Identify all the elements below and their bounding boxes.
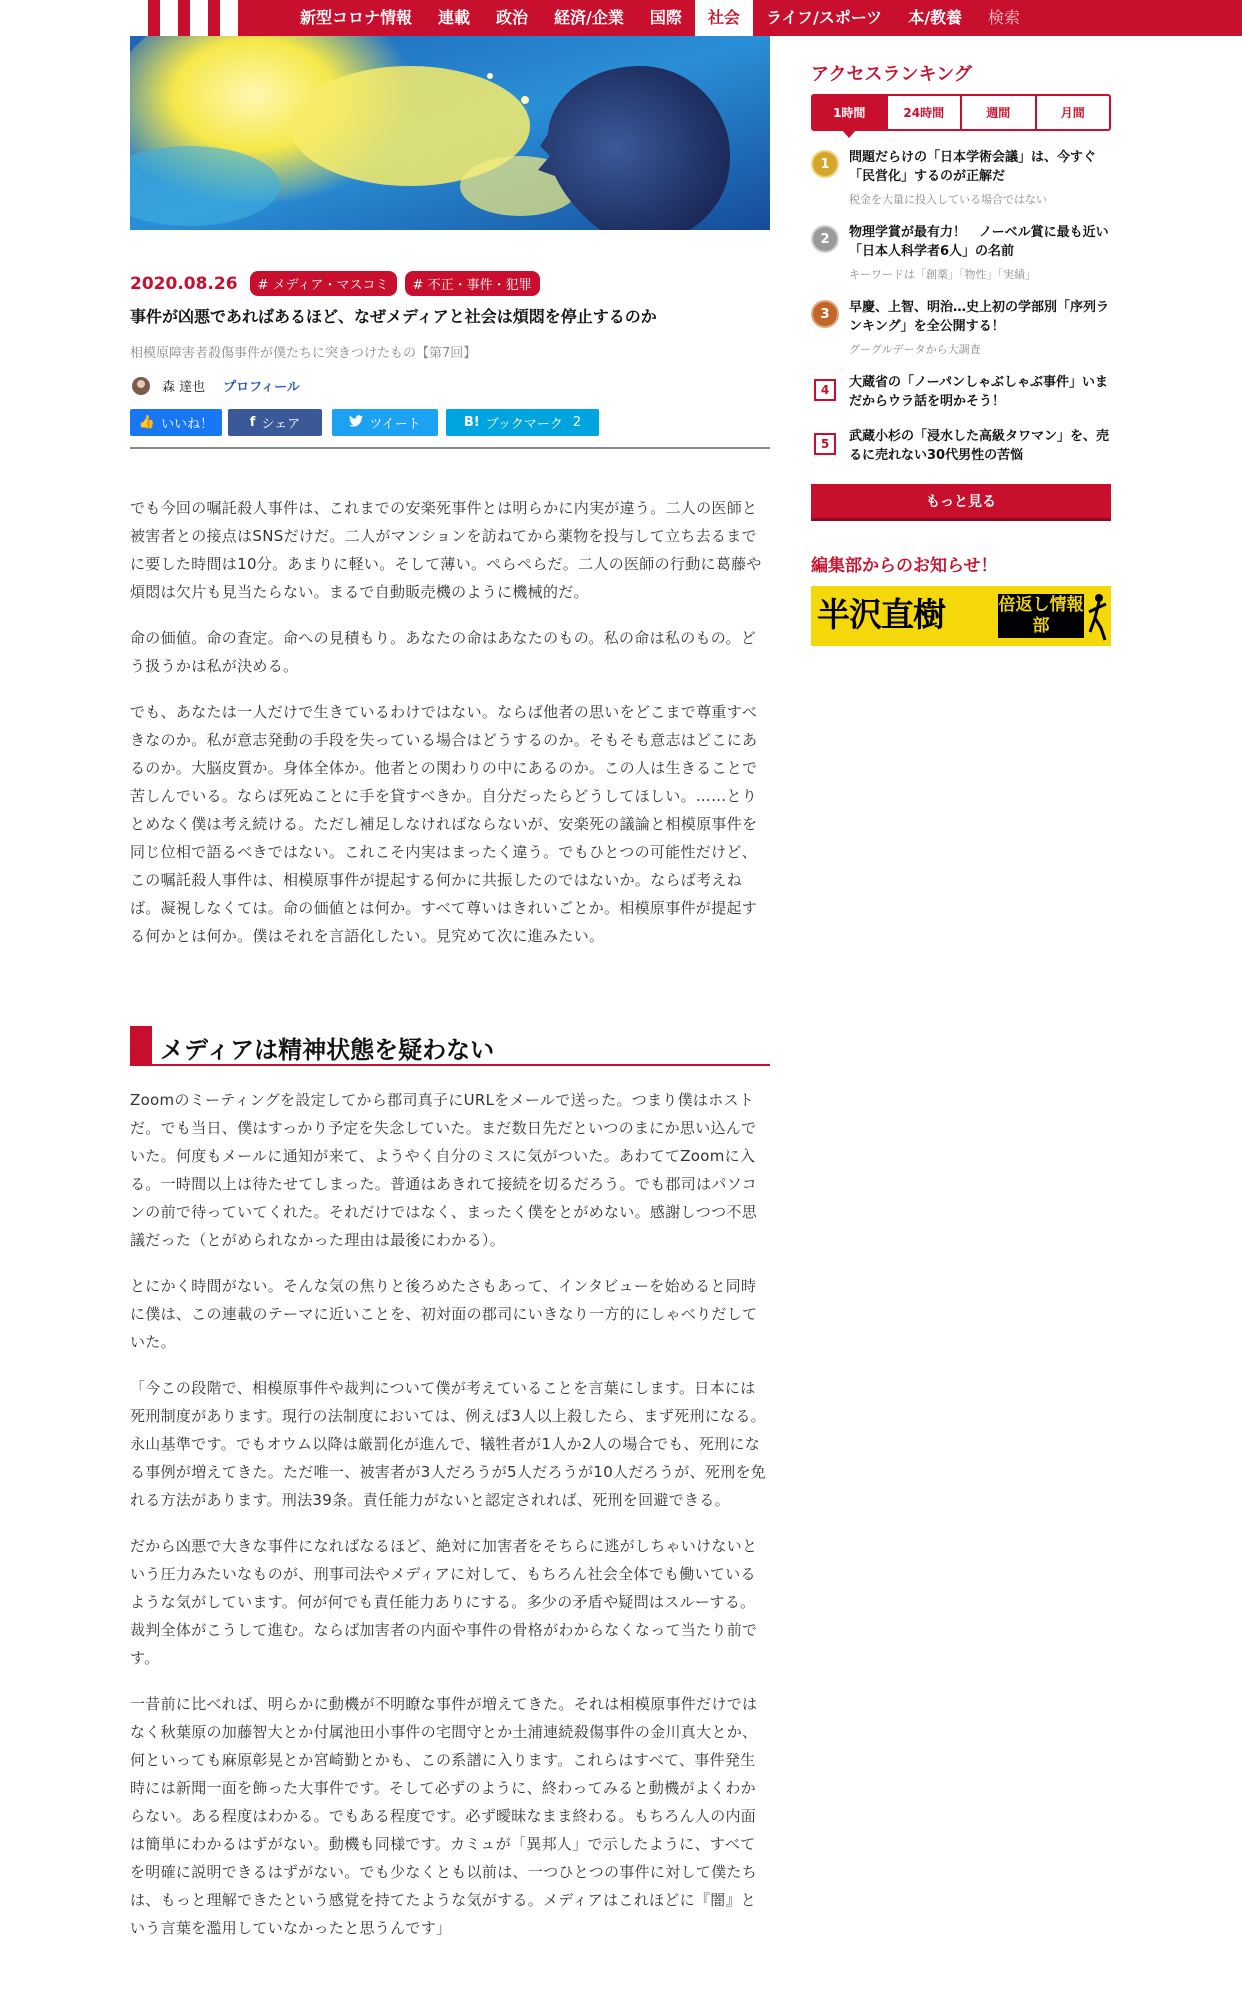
nav-item-international[interactable]: 国際 xyxy=(649,8,682,27)
nav-item-politics[interactable]: 政治 xyxy=(496,8,529,27)
article-body-1 xyxy=(130,494,770,950)
rank-badge: 3 xyxy=(811,300,839,328)
tab-weekly[interactable]: 週間 xyxy=(960,96,1035,129)
facebook-share-button[interactable] xyxy=(228,409,322,436)
nav-item-society[interactable]: 社会 xyxy=(695,0,753,36)
nav-item-series[interactable]: 連載 xyxy=(438,8,471,27)
ranking-item-title[interactable]: 早慶、上智、明治…史上初の学部別「序列ランキング」を全公開する！ xyxy=(849,300,1110,334)
author-profile-link[interactable]: プロフィール xyxy=(223,380,300,395)
top-navigation xyxy=(0,0,1242,36)
section-heading-text: メディアは精神状態を疑わない xyxy=(160,1036,495,1064)
nav-menu xyxy=(287,0,1033,36)
nav-search-link[interactable]: 検索 xyxy=(988,8,1021,27)
twitter-share-label: ツイート xyxy=(369,417,421,432)
ranking-item-title[interactable]: 問題だらけの「日本学術会議」は、今すぐ「民営化」するのが正解だ xyxy=(849,150,1097,184)
tag-media[interactable]: # メディア・マスコミ xyxy=(250,271,397,296)
twitter-icon xyxy=(349,415,363,431)
ranking-item-title[interactable]: 物理学賞が最有力！ ノーベル賞に最も近い「日本人科学者6人」の名前 xyxy=(849,225,1109,259)
article-paragraph: 一昔前に比べれば、明らかに動機が不明瞭な事件が増えてきた。それは相模原事件だけではなく秋葉原の加藤智大とか付属池田小事件の宅間守とか土浦連続殺傷事件の金川真大とか、何といっても麻原彰晃とか宮崎勤とかも、この系譜に入ります。これらはすべて、事件発生時には新聞一面を飾った大事件です。そして必ずのように、終わってみると動機がよくわからない。ある程度はわかる。でもある程度です。必ず曖昧なまま終わる。もちろん人の内面は簡単にわかるはずがない。動機も同様です。カミュが「異邦人」で示したように、すべてを明確に説明できるはずがない。でも少なくとも以前は、一つひとつの事件に対して僕たちは、もっと理解できたという感覚を持てたような気がする。メディアはこれほどに『闇』という言葉を濫用していなかったと思うんです」 xyxy=(130,1695,758,1937)
share-buttons xyxy=(130,409,605,436)
hatena-bookmark-icon: B! xyxy=(463,415,480,430)
thumbs-up-icon: 👍 xyxy=(138,415,156,430)
editorial-notice-title: 編集部からのお知らせ！ xyxy=(811,556,998,576)
banner-sub-text: 倍返し情報部 xyxy=(998,595,1084,636)
like-button[interactable] xyxy=(130,409,222,436)
tab-24hours[interactable]: 24時間 xyxy=(886,96,961,129)
rank-badge: 2 xyxy=(811,225,839,253)
article-body-2 xyxy=(130,1086,770,1942)
article-meta xyxy=(130,271,548,296)
article-hero-image xyxy=(130,36,770,230)
hatena-bookmark-button[interactable] xyxy=(446,409,599,436)
divider xyxy=(130,447,770,449)
section-heading xyxy=(130,1026,770,1066)
rank-badge: 1 xyxy=(811,150,839,178)
like-label: いいね！ xyxy=(161,417,214,432)
article-paragraph: だから凶悪で大きな事件になればなるほど、絶対に加害者をそちらに逃がしちゃいけないという圧力みたいなものが、刑事司法やメディアに対して、もちろん社会全体でも働いているような気がしています。何が何でも責任能力ありにする。多少の矛盾や疑問はスルーする。裁判全体がこうして進む。ならば加害者の内面や事件の骨格がわからなくなって当たり前です。 xyxy=(130,1537,758,1667)
more-ranking-button[interactable]: もっと見る xyxy=(811,484,1111,521)
hanzawa-banner[interactable] xyxy=(811,586,1111,646)
ranking-item-title[interactable]: 武蔵小杉の「浸水した高級タワマン」を、売るに売れない30代男性の苦悩 xyxy=(849,429,1110,463)
facebook-icon: f xyxy=(249,415,256,430)
publish-date: 2020.08.26 xyxy=(130,273,238,294)
nav-item-economy[interactable]: 経済/企業 xyxy=(554,8,624,27)
article-paragraph: でも、あなたは一人だけで生きているわけではない。ならば他者の思いをどこまで尊重すべきなのか。私が意志発動の手段を失っている場合はどうするのか。そもそも意志はどこにあるのか。大脳皮質か。身体全体か。他者との関わりの中にあるのか。この人は生きることで苦しんでいる。ならば死ぬことに手を貸すべきか。自分だったらどうしてほしい。……とりとめなく僕は考え続ける。ただし補足しなければならないが、安楽死の議論と相模原事件を同じ位相で語るべきではない。これこそ内実はまったく違う。でもひとつの可能性だけど、この嘱託殺人事件は、相模原事件が提起する何かに共振したのではないか。ならば考えねば。凝視しなくては。命の価値とは何か。すべて尊いはきれいごとか。相模原事件が提起する何かとは何か。僕はそれを言語化したい。見究めて次に進みたい。 xyxy=(130,703,758,945)
rank-badge: 4 xyxy=(814,379,836,401)
article-paragraph: 「今この段階で、相模原事件や裁判について僕が考えていることを言葉にします。日本には死刑制度があります。現行の法制度においては、例えば3人以上殺したら、まず死刑になる。永山基準です。でもオウム以降は厳罰化が進んで、犠牲者が1人か2人の場合でも、死刑になる事例が増えてきた。ただ唯一、被害者が3人だろうが5人だろうが10人だろうが、死刑を免れる方法があります。刑法39条。責任能力がないと認定されれば、死刑を回避できる。 xyxy=(130,1379,767,1509)
nav-item-life-sports[interactable]: ライフ/スポーツ xyxy=(765,8,883,27)
hatena-bookmark-count: 2 xyxy=(572,415,582,430)
access-ranking-title: アクセスランキング xyxy=(811,64,972,85)
ranking-tabs xyxy=(811,94,1111,131)
twitter-share-button[interactable] xyxy=(332,409,438,436)
hatena-bookmark-label: ブックマーク xyxy=(485,417,563,432)
tab-monthly[interactable]: 月間 xyxy=(1035,96,1110,129)
tag-crime[interactable]: # 不正・事件・犯罪 xyxy=(405,271,540,296)
article-subtitle: 相模原障害者殺傷事件が僕たちに突きつけたもの【第7回】 xyxy=(130,346,477,361)
ranking-item-title[interactable]: 大蔵省の「ノーパンしゃぶしゃぶ事件」いまだからウラ話を明かそう！ xyxy=(849,375,1108,409)
ranking-item-sub: グーグルデータから大調査 xyxy=(849,343,981,356)
author-name[interactable]: 森 達也 xyxy=(162,380,206,395)
site-logo-stripes[interactable] xyxy=(130,0,269,36)
article-title: 事件が凶悪であればあるほど、なぜメディアと社会は煩悶を停止するのか xyxy=(130,307,657,326)
article-paragraph: 命の価値。命の査定。命への見積もり。あなたの命はあなたのもの。私の命は私のもの。どう扱うかは私が決める。 xyxy=(130,629,757,675)
article-paragraph: でも今回の嘱託殺人事件は、これまでの安楽死事件とは明らかに内実が違う。二人の医師と被害者との接点はSNSだけだ。二人がマンションを訪ねてから薬物を投与して立ち去るまでに要した時間は10分。あまりに軽い。そして薄い。ぺらぺらだ。二人の医師の行動に葛藤や煩悶は欠片も見当たらない。まるで自動販売機のように機械的だ。 xyxy=(130,499,762,601)
running-figure-icon xyxy=(1087,592,1109,642)
tab-1hour[interactable]: 1時間 xyxy=(813,96,886,129)
rank-badge: 5 xyxy=(814,433,836,455)
ranking-item-sub: 税金を大量に投入している場合ではない xyxy=(849,193,1047,206)
facebook-share-label: シェア xyxy=(261,417,301,432)
article-paragraph: とにかく時間がない。そんな気の焦りと後ろめたさもあって、インタビューを始めると同時に僕は、この連載のテーマに近いことを、初対面の郡司にいきなり一方的にしゃべりだしていた。 xyxy=(130,1277,758,1351)
banner-main-text: 半沢直樹 xyxy=(817,595,945,634)
nav-item-corona[interactable]: 新型コロナ情報 xyxy=(300,8,413,27)
article-paragraph: Zoomのミーティングを設定してから郡司真子にURLをメールで送った。つまり僕はホストだ。でも当日、僕はすっかり予定を失念していた。まだ数日先だといつのまにか思い込んでいた。何度もメールに通知が来て、ようやく自分のミスに気がついた。あわててZoomに入る。一時間以上は待たせてしまった。普通はあきれて接続を切るだろう。でも郡司はパソコンの前で待っていてくれた。それだけではなく、まったく僕をとがめない。感謝しつつ不思議だった（とがめられなかった理由は最後にわかる）。 xyxy=(130,1091,758,1249)
author-avatar xyxy=(132,377,150,395)
author-info xyxy=(132,376,300,395)
nav-item-books[interactable]: 本/教養 xyxy=(908,8,963,27)
ranking-item-sub: キーワードは「創薬」「物性」「実績」 xyxy=(849,268,1036,281)
